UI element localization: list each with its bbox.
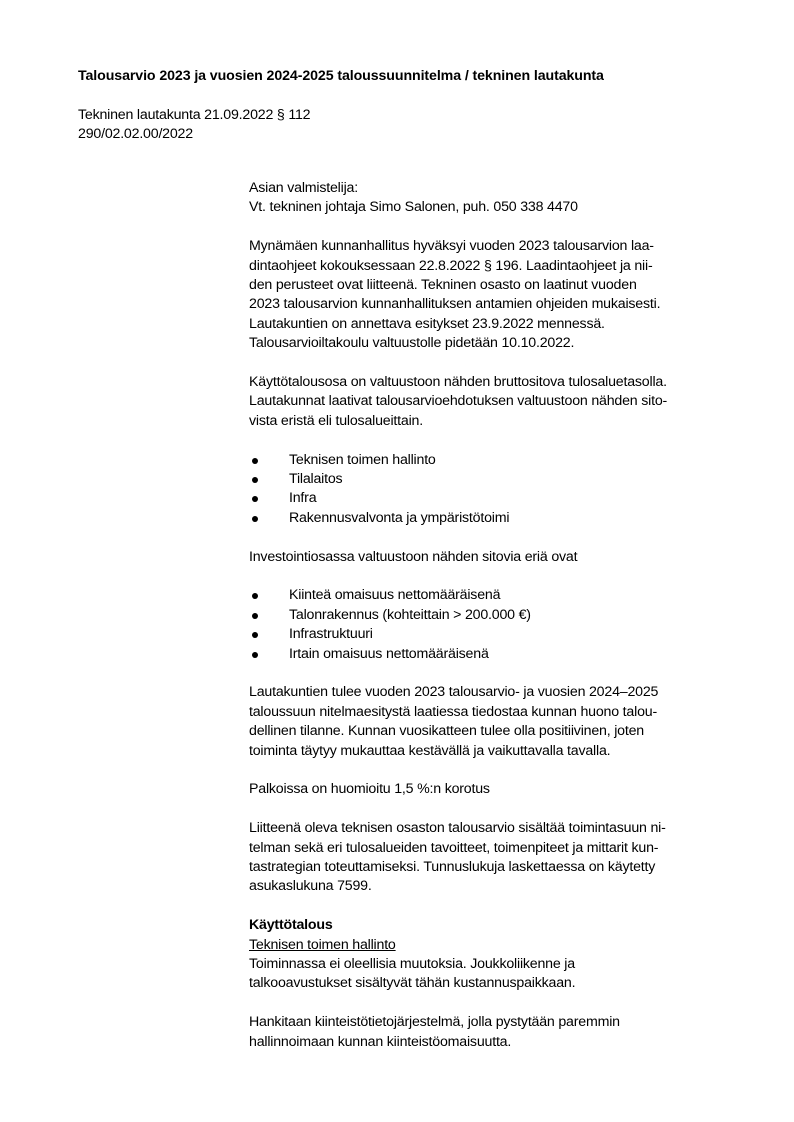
text-line: Lautakuntien on annettava esitykset 23.9.2022 mennessä. [249, 315, 605, 332]
bullet-icon [252, 593, 258, 599]
text-line: den perusteet ovat liitteenä. Tekninen osasto on laatinut vuoden [249, 277, 637, 294]
bullet-icon [252, 516, 258, 522]
bullet-icon [252, 477, 258, 483]
text-line: Hankitaan kiinteistötietojärjestelmä, jolla pystytään paremmin [249, 1014, 620, 1031]
text-line: Käyttötalousosa on valtuustoon nähden bruttositova tulosaluetasolla. [249, 374, 667, 391]
paragraph-budget-instructions [249, 237, 739, 353]
list-item [249, 509, 739, 528]
preparer-label: Asian valmistelija: [249, 180, 358, 196]
text-line: taloussuun nitelmaesitystä laatiessa tiedostaa kunnan huono talou- [249, 703, 657, 720]
text-line: dintaohjeet kokouksessaan 22.8.2022 § 196. Laadintaohjeet ja nii- [249, 257, 653, 274]
bullet-icon [252, 458, 258, 464]
list-item-text: Teknisen toimen hallinto [289, 451, 436, 468]
list-item-text: Infra [289, 490, 317, 507]
text-line: hallinnoimaan kunnan kiinteistöomaisuutta. [249, 1033, 512, 1050]
text-line: Liitteenä oleva teknisen osaston talousarvio sisältää toimintasuun ni- [249, 820, 666, 837]
text-line: vista eristä eli tulosalueittain. [249, 412, 423, 429]
paragraph-salaries: Palkoissa on huomioitu 1,5 %:n korotus [249, 781, 490, 798]
document-title: Talousarvio 2023 ja vuosien 2024-2025 taloussuunnitelma / tekninen lautakunta [78, 68, 604, 84]
paragraph-attachment [249, 819, 739, 897]
list-item-text: Talonrakennus (kohteittain > 200.000 €) [289, 606, 531, 623]
subsection-heading: Teknisen toimen hallinto [249, 936, 396, 953]
text-line: Lautakunnat laativat talousarvioehdotuksen valtuustoon nähden sito- [249, 393, 668, 410]
text-line: Toiminnassa ei oleellisia muutoksia. Joukkoliikenne ja [249, 955, 575, 972]
list-item [249, 625, 739, 644]
bullet-icon [252, 496, 258, 502]
text-line: toiminta täytyy mukauttaa kestävällä ja vaikuttavalla tavalla. [249, 742, 611, 759]
text-line: Talousarvioiltakoulu valtuustolle pidetään 10.10.2022. [249, 335, 575, 352]
operating-units-list [249, 451, 739, 529]
investment-intro: Investointiosassa valtuustoon nähden sitovia eriä ovat [249, 548, 578, 565]
text-line: Mynämäen kunnanhallitus hyväksyi vuoden 2023 talousarvion laa- [249, 238, 654, 255]
list-item-text: Infrastruktuuri [289, 626, 373, 643]
list-item [249, 489, 739, 508]
bullet-icon [252, 652, 258, 658]
list-item [249, 645, 739, 664]
text-line: asukaslukuna 7599. [249, 878, 372, 895]
investment-items-list [249, 586, 739, 664]
list-item-text: Irtain omaisuus nettomääräisenä [289, 645, 489, 662]
record-id: 290/02.02.00/2022 [78, 126, 193, 142]
list-item [249, 606, 739, 625]
paragraph-property-system [249, 1013, 739, 1052]
text-line: tastrategian toteuttamiseksi. Tunnuslukuja laskettaessa on käytetty [249, 858, 656, 875]
preparer: Vt. tekninen johtaja Simo Salonen, puh. 050 338 4470 [249, 199, 578, 216]
list-item [249, 470, 739, 489]
list-item [249, 451, 739, 470]
list-item [249, 586, 739, 605]
paragraph-operating-economy [249, 373, 739, 431]
text-line: telman sekä eri tulosalueiden tavoitteet, toimenpiteet ja mittarit kun- [249, 839, 659, 856]
paragraph-financial-situation [249, 683, 739, 761]
bullet-icon [252, 632, 258, 638]
section-heading: Käyttötalous [249, 917, 333, 934]
list-item-text: Tilalaitos [289, 471, 343, 488]
bullet-icon [252, 613, 258, 619]
text-line: dellinen tilanne. Kunnan vuosikatteen tulee olla positiivinen, joten [249, 723, 644, 740]
text-line: talkooavustukset sisältyvät tähän kustannuspaikkaan. [249, 975, 576, 992]
document-body [249, 179, 739, 1052]
meeting-info: Tekninen lautakunta 21.09.2022 § 112 [78, 107, 311, 123]
paragraph-administration [249, 955, 739, 994]
list-item-text: Kiinteä omaisuus nettomääräisenä [289, 587, 501, 604]
list-item-text: Rakennusvalvonta ja ympäristötoimi [289, 509, 510, 526]
text-line: 2023 talousarvion kunnanhallituksen antamien ohjeiden mukaisesti. [249, 296, 661, 313]
text-line: Lautakuntien tulee vuoden 2023 talousarvio- ja vuosien 2024–2025 [249, 684, 659, 701]
